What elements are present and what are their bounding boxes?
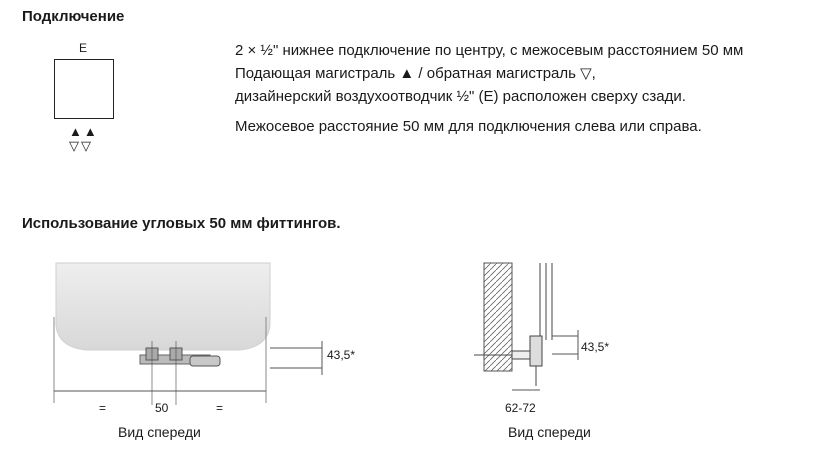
side-dim-wall: 62-72 — [505, 401, 536, 415]
front-dim-center: 50 — [155, 401, 169, 415]
section-title-fittings: Использование угловых 50 мм фиттингов. — [22, 215, 341, 232]
connection-line-2: Подающая магистраль ▲ / обратная магистраль ▽, — [235, 65, 596, 82]
return-symbols: ▽▽ — [69, 138, 93, 153]
front-dim-eq-left: = — [99, 401, 107, 415]
supply-symbols: ▲▲ — [69, 124, 99, 139]
side-view-caption: Вид спереди — [508, 424, 591, 440]
radiator-schematic — [54, 59, 114, 119]
connection-line-1: 2 × ½" нижнее подключение по центру, с межосевым расстоянием 50 мм — [235, 42, 744, 59]
front-view-drawing — [40, 255, 380, 425]
connection-line-3: дизайнерский воздухоотводчик ½" (E) расположен сверху сзади. — [235, 88, 686, 105]
connection-note: Межосевое расстояние 50 мм для подключения слева или справа. — [235, 118, 702, 135]
side-dim-height: 43,5* — [581, 340, 610, 354]
front-dim-eq-right: = — [216, 401, 224, 415]
section-title-connection: Подключение — [22, 8, 125, 25]
front-dim-height: 43,5* — [327, 348, 356, 362]
front-view-caption: Вид спереди — [118, 424, 201, 440]
air-vent-label: E — [79, 41, 88, 55]
side-view-drawing — [460, 258, 630, 408]
